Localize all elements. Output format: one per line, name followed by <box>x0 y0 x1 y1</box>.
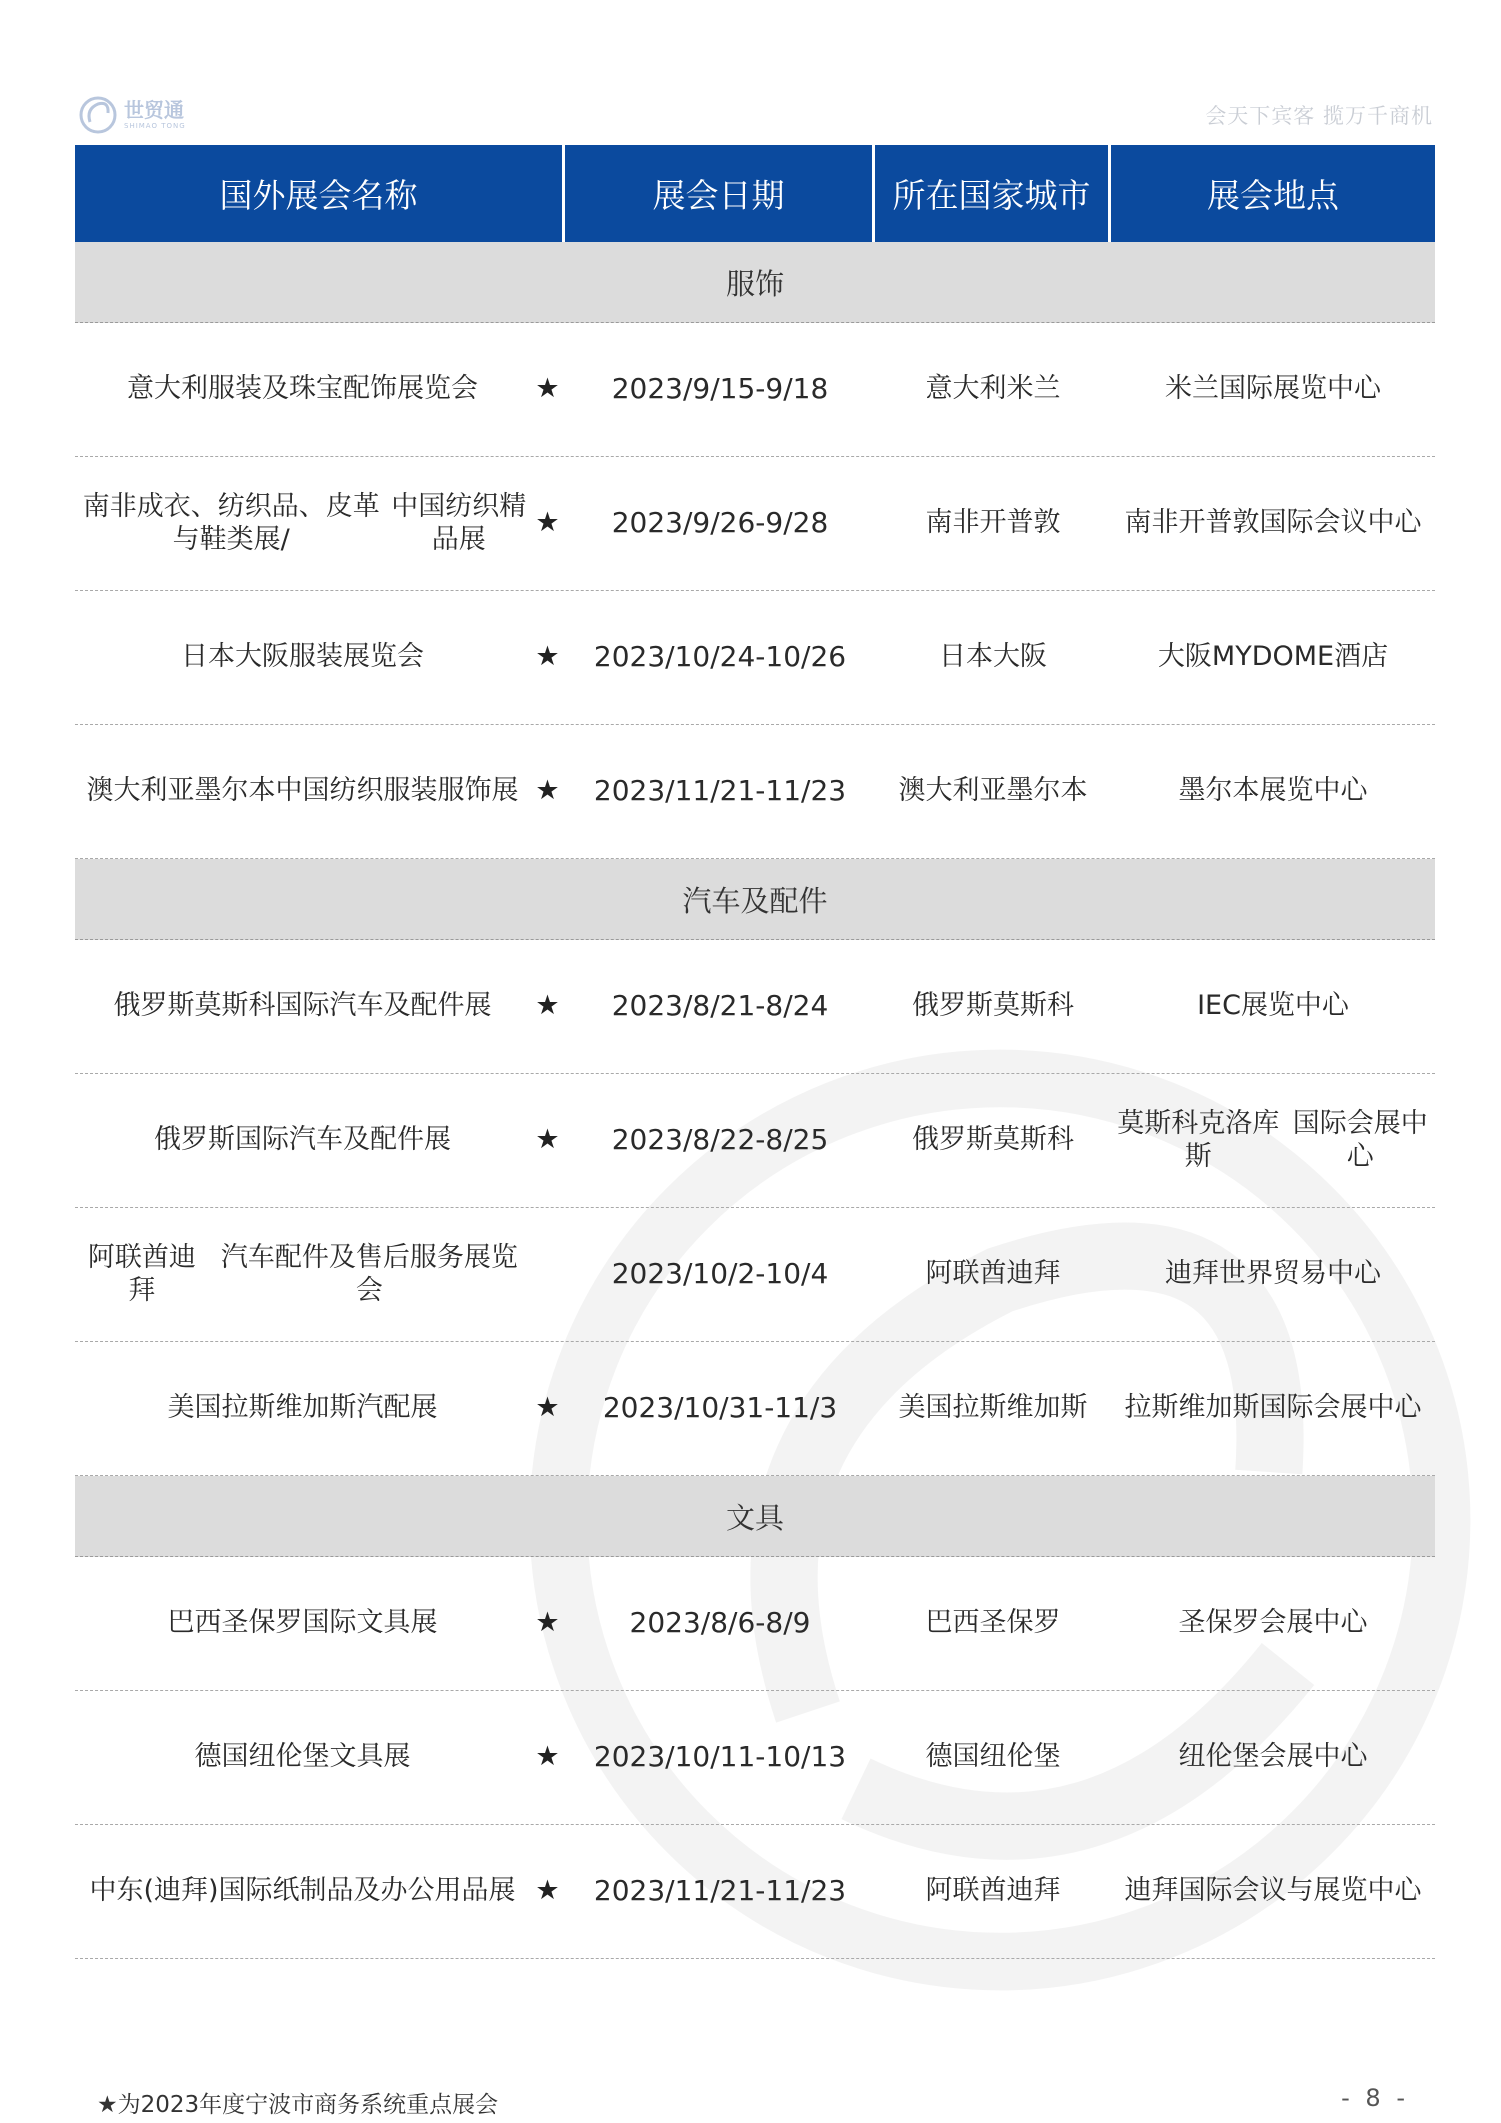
exhibition-date: 2023/9/15-9/18 <box>611 372 829 406</box>
exhibition-venue <box>1111 1741 1435 1774</box>
exhibition-name-line: 意大利服装及珠宝配饰展览会 <box>127 373 478 405</box>
exhibition-city: 阿联酋迪拜 <box>925 1875 1061 1907</box>
exhibition-name-line: 阿联酋迪拜 <box>87 1241 196 1306</box>
exhibition-city: 美国拉斯维加斯 <box>898 1392 1088 1424</box>
exhibition-venue-line: 南非开普敦国际会议中心 <box>1124 507 1422 539</box>
table-row <box>75 1074 1435 1208</box>
key-exhibition-star-icon: ★ <box>535 1124 560 1156</box>
exhibition-date: 2023/10/31-11/3 <box>602 1391 838 1425</box>
exhibition-venue-line: 大阪MYDOME酒店 <box>1157 641 1389 673</box>
exhibition-date: 2023/8/6-8/9 <box>629 1606 811 1640</box>
exhibition-city: 巴西圣保罗 <box>925 1607 1061 1639</box>
exhibition-date: 2023/8/22-8/25 <box>611 1123 829 1157</box>
exhibition-name <box>75 1392 530 1425</box>
exhibition-date: 2023/8/21-8/24 <box>611 989 829 1023</box>
key-exhibition-star-icon: ★ <box>535 641 560 673</box>
key-exhibition-star-icon: ★ <box>535 1392 560 1424</box>
exhibition-name-line: 日本大阪服装展览会 <box>181 641 424 673</box>
exhibition-name-line: 国际汽车及配件展 <box>275 990 492 1022</box>
slogan: 会天下宾客 揽万千商机 <box>1205 104 1433 128</box>
page-number: - 8 - <box>1341 2084 1409 2112</box>
exhibition-city: 德国纽伦堡 <box>925 1741 1061 1773</box>
exhibition-name <box>75 1741 530 1774</box>
exhibition-venue <box>1111 1607 1435 1640</box>
exhibition-city: 俄罗斯莫斯科 <box>912 990 1074 1022</box>
exhibition-name <box>75 1242 530 1308</box>
table-row <box>75 1691 1435 1825</box>
exhibition-name-line: 俄罗斯国际汽车及配件展 <box>154 1124 451 1156</box>
exhibition-name <box>75 1124 530 1157</box>
exhibition-venue-line: 国际会展中心 <box>1292 1107 1428 1172</box>
exhibition-venue-line: 墨尔本展览中心 <box>1178 775 1368 807</box>
brand-name-en: SHIMAO TONG <box>124 122 186 130</box>
footnote: ★为2023年度宁波市商务系统重点展会 <box>97 2092 499 2118</box>
exhibition-city: 意大利米兰 <box>925 373 1061 405</box>
exhibition-name-line: 德国纽伦堡文具展 <box>194 1741 411 1773</box>
exhibition-venue <box>1111 507 1435 540</box>
exhibition-name-line: 中国纺织服装服饰展 <box>275 775 519 807</box>
exhibition-city: 阿联酋迪拜 <box>925 1258 1061 1290</box>
key-exhibition-star-icon: ★ <box>535 1741 560 1773</box>
brand-name: 世贸通 <box>124 98 184 122</box>
exhibition-venue-line: IEC展览中心 <box>1197 990 1349 1022</box>
exhibition-name-line: 汽车配件及售后服务展览会 <box>220 1241 518 1306</box>
exhibition-venue-line: 圣保罗会展中心 <box>1178 1607 1368 1639</box>
exhibition-city: 俄罗斯莫斯科 <box>912 1124 1074 1156</box>
exhibition-venue-line: 迪拜国际会议与展览中心 <box>1124 1875 1422 1907</box>
exhibition-name <box>75 491 530 557</box>
exhibition-venue-line: 拉斯维加斯国际会展中心 <box>1124 1392 1422 1424</box>
exhibition-city: 澳大利亚墨尔本 <box>898 775 1088 807</box>
exhibition-name <box>75 373 530 406</box>
exhibition-city: 日本大阪 <box>939 641 1047 673</box>
header-city: 所在国家城市 <box>875 145 1111 242</box>
header-date: 展会日期 <box>565 145 875 242</box>
brand-logo <box>78 95 186 135</box>
exhibition-date: 2023/9/26-9/28 <box>611 506 829 540</box>
exhibition-name <box>75 775 530 808</box>
category-row: 汽车及配件 <box>75 859 1435 940</box>
table-header <box>75 145 1435 242</box>
exhibition-name-line: 中国纺织精品展 <box>391 490 527 555</box>
exhibition-date: 2023/10/2-10/4 <box>611 1257 829 1291</box>
exhibition-name <box>75 1875 530 1908</box>
exhibition-table <box>75 145 1435 1959</box>
exhibition-name-line: 国际纸制品及办公用品展 <box>218 1875 516 1907</box>
exhibition-venue-line: 迪拜世界贸易中心 <box>1165 1258 1381 1290</box>
table-row <box>75 940 1435 1074</box>
exhibition-name <box>75 1607 530 1640</box>
key-exhibition-star-icon: ★ <box>535 1875 560 1907</box>
header-venue: 展会地点 <box>1207 176 1339 215</box>
brand-logo-icon <box>78 95 118 135</box>
key-exhibition-star-icon: ★ <box>535 990 560 1022</box>
exhibition-date: 2023/11/21-11/23 <box>593 774 847 808</box>
table-row <box>75 457 1435 591</box>
exhibition-name-line: 巴西圣保罗国际文具展 <box>167 1607 438 1639</box>
table-row <box>75 591 1435 725</box>
exhibition-name-line: 中东(迪拜) <box>89 1875 219 1907</box>
exhibition-venue <box>1111 1392 1435 1425</box>
key-exhibition-star-icon: ★ <box>535 775 560 807</box>
exhibition-date: 2023/10/24-10/26 <box>593 640 847 674</box>
key-exhibition-star-icon: ★ <box>535 373 560 405</box>
exhibition-name-line: 澳大利亚墨尔本 <box>86 775 276 807</box>
table-row <box>75 725 1435 859</box>
category-row: 文具 <box>75 1476 1435 1557</box>
exhibition-venue <box>1111 775 1435 808</box>
table-row <box>75 1557 1435 1691</box>
key-exhibition-star-icon: ★ <box>535 507 560 539</box>
table-row <box>75 1208 1435 1342</box>
exhibition-venue <box>1111 641 1435 674</box>
exhibition-venue-line: 纽伦堡会展中心 <box>1178 1741 1368 1773</box>
exhibition-name <box>75 641 530 674</box>
exhibition-venue <box>1111 1108 1435 1174</box>
table-row <box>75 1825 1435 1959</box>
table-row <box>75 1342 1435 1476</box>
exhibition-venue-line: 莫斯科克洛库斯 <box>1117 1107 1280 1172</box>
exhibition-venue <box>1111 1258 1435 1291</box>
exhibition-city: 南非开普敦 <box>925 507 1061 539</box>
exhibition-name-line: 美国拉斯维加斯汽配展 <box>167 1392 438 1424</box>
exhibition-venue <box>1111 373 1435 406</box>
exhibition-date: 2023/11/21-11/23 <box>593 1874 847 1908</box>
table-row <box>75 323 1435 457</box>
exhibition-venue <box>1111 990 1435 1023</box>
key-exhibition-star-icon: ★ <box>535 1607 560 1639</box>
exhibition-name-line: 南非成衣、纺织品、皮革与鞋类展/ <box>82 490 380 555</box>
table-body <box>75 242 1435 1959</box>
exhibition-venue <box>1111 1875 1435 1908</box>
exhibition-venue-line: 米兰国际展览中心 <box>1165 373 1381 405</box>
header-exhibition-name: 国外展会名称 <box>75 145 565 242</box>
exhibition-name <box>75 990 530 1023</box>
exhibition-name-line: 俄罗斯莫斯科 <box>113 990 276 1022</box>
exhibition-date: 2023/10/11-10/13 <box>593 1740 847 1774</box>
category-row: 服饰 <box>75 242 1435 323</box>
